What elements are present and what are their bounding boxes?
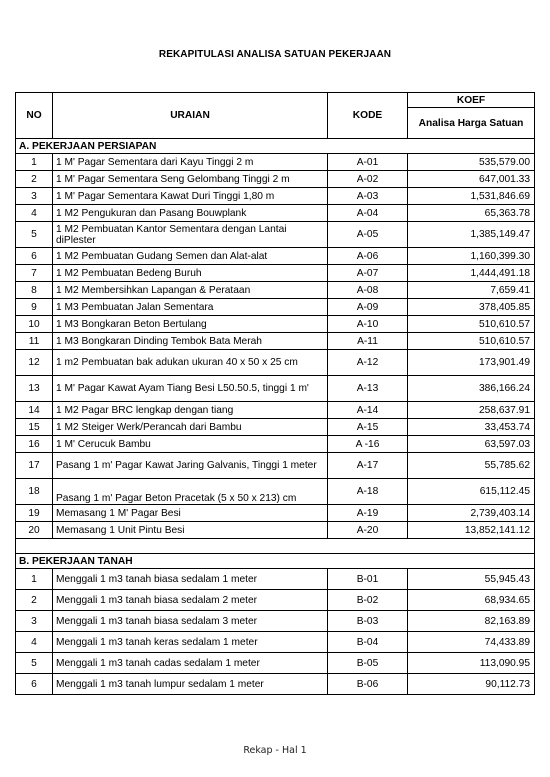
table-row xyxy=(16,611,535,632)
row-kode: B-06 xyxy=(328,674,408,695)
table-row xyxy=(16,479,535,505)
row-harga: 510,610.57 xyxy=(408,333,535,350)
row-kode: A -16 xyxy=(328,436,408,453)
row-number: 11 xyxy=(16,333,53,350)
row-harga: 510,610.57 xyxy=(408,316,535,333)
table-row xyxy=(16,419,535,436)
row-harga: 1,385,149.47 xyxy=(408,222,535,248)
row-harga: 55,785.62 xyxy=(408,453,535,479)
row-kode: A-14 xyxy=(328,402,408,419)
row-number: 19 xyxy=(16,505,53,522)
row-harga: 1,531,846.69 xyxy=(408,188,535,205)
table-row xyxy=(16,265,535,282)
row-uraian: 1 M2 Pembuatan Bedeng Buruh xyxy=(53,265,328,282)
page-footer: Rekap - Hal 1 xyxy=(243,745,307,756)
row-harga: 647,001.33 xyxy=(408,171,535,188)
row-harga: 63,597.03 xyxy=(408,436,535,453)
row-number: 18 xyxy=(16,479,53,505)
row-harga: 2,739,403.14 xyxy=(408,505,535,522)
row-uraian: Menggali 1 m3 tanah biasa sedalam 1 meter xyxy=(53,569,328,590)
row-kode: A-04 xyxy=(328,205,408,222)
row-harga: 1,160,399.30 xyxy=(408,248,535,265)
row-harga: 615,112.45 xyxy=(408,479,535,505)
row-number: 10 xyxy=(16,316,53,333)
table-row xyxy=(16,569,535,590)
row-kode: A-13 xyxy=(328,376,408,402)
row-uraian: Memasang 1 M' Pagar Besi xyxy=(53,505,328,522)
row-harga: 90,112.73 xyxy=(408,674,535,695)
row-number: 7 xyxy=(16,265,53,282)
row-harga: 82,163.89 xyxy=(408,611,535,632)
row-harga: 55,945.43 xyxy=(408,569,535,590)
row-kode: B-05 xyxy=(328,653,408,674)
row-number: 14 xyxy=(16,402,53,419)
row-uraian: Menggali 1 m3 tanah cadas sedalam 1 meter xyxy=(53,653,328,674)
row-number: 16 xyxy=(16,436,53,453)
section-header-row xyxy=(16,554,535,569)
row-number: 6 xyxy=(16,248,53,265)
row-harga: 1,444,491.18 xyxy=(408,265,535,282)
blank-cell xyxy=(16,539,535,554)
row-number: 3 xyxy=(16,188,53,205)
row-kode: A-20 xyxy=(328,522,408,539)
row-kode: A-03 xyxy=(328,188,408,205)
row-kode: A-10 xyxy=(328,316,408,333)
row-uraian: 1 M' Pagar Sementara Seng Gelombang Tinggi 2 m xyxy=(53,171,328,188)
row-harga: 113,090.95 xyxy=(408,653,535,674)
row-kode: A-02 xyxy=(328,171,408,188)
row-uraian: 1 M2 Pengukuran dan Pasang Bouwplank xyxy=(53,205,328,222)
table-row xyxy=(16,674,535,695)
row-number: 1 xyxy=(16,154,53,171)
row-harga: 386,166.24 xyxy=(408,376,535,402)
table-row xyxy=(16,248,535,265)
blank-row xyxy=(16,539,535,554)
row-uraian: Memasang 1 Unit Pintu Besi xyxy=(53,522,328,539)
row-number: 2 xyxy=(16,171,53,188)
row-harga: 535,579.00 xyxy=(408,154,535,171)
table-row xyxy=(16,453,535,479)
header-analisa-harga: Analisa Harga Satuan xyxy=(408,108,535,139)
row-harga: 7,659.41 xyxy=(408,282,535,299)
row-kode: A-11 xyxy=(328,333,408,350)
row-uraian: 1 M' Pagar Sementara dari Kayu Tinggi 2 m xyxy=(53,154,328,171)
table-row xyxy=(16,282,535,299)
row-uraian: 1 M2 Membersihkan Lapangan & Perataan xyxy=(53,282,328,299)
row-number: 13 xyxy=(16,376,53,402)
table-row xyxy=(16,222,535,248)
row-number: 15 xyxy=(16,419,53,436)
row-uraian: 1 M2 Pembuatan Kantor Sementara dengan Lantai diPlester xyxy=(53,222,328,248)
row-uraian: 1 M' Pagar Kawat Ayam Tiang Besi L50.50.5, tinggi 1 m' xyxy=(53,376,328,402)
table-row xyxy=(16,632,535,653)
table-row xyxy=(16,350,535,376)
row-harga: 33,453.74 xyxy=(408,419,535,436)
row-harga: 74,433.89 xyxy=(408,632,535,653)
table-row xyxy=(16,653,535,674)
table-row xyxy=(16,333,535,350)
row-kode: A-09 xyxy=(328,299,408,316)
table-row xyxy=(16,316,535,333)
header-no: NO xyxy=(16,93,53,139)
row-number: 17 xyxy=(16,453,53,479)
row-uraian: 1 M' Pagar Sementara Kawat Duri Tinggi 1,80 m xyxy=(53,188,328,205)
row-number: 4 xyxy=(16,205,53,222)
row-uraian: 1 M' Cerucuk Bambu xyxy=(53,436,328,453)
table-row xyxy=(16,376,535,402)
table-row xyxy=(16,505,535,522)
row-number: 9 xyxy=(16,299,53,316)
table-row xyxy=(16,299,535,316)
row-number: 2 xyxy=(16,590,53,611)
row-harga: 173,901.49 xyxy=(408,350,535,376)
row-number: 5 xyxy=(16,653,53,674)
header-koef: KOEF xyxy=(408,93,535,108)
row-kode: A-18 xyxy=(328,479,408,505)
table-row xyxy=(16,402,535,419)
row-kode: B-03 xyxy=(328,611,408,632)
row-uraian: Menggali 1 m3 tanah lumpur sedalam 1 meter xyxy=(53,674,328,695)
row-uraian: 1 m2 Pembuatan bak adukan ukuran 40 x 50 x 25 cm xyxy=(53,350,328,376)
table-row xyxy=(16,205,535,222)
row-kode: B-01 xyxy=(328,569,408,590)
row-kode: A-19 xyxy=(328,505,408,522)
rekap-table xyxy=(15,92,535,695)
row-harga: 378,405.85 xyxy=(408,299,535,316)
header-kode: KODE xyxy=(328,93,408,139)
row-kode: A-06 xyxy=(328,248,408,265)
row-harga: 258,637.91 xyxy=(408,402,535,419)
section-title: B. PEKERJAAN TANAH xyxy=(16,554,535,569)
table-row xyxy=(16,590,535,611)
row-number: 12 xyxy=(16,350,53,376)
row-harga: 65,363.78 xyxy=(408,205,535,222)
table-body xyxy=(16,139,535,695)
row-uraian: Menggali 1 m3 tanah biasa sedalam 2 meter xyxy=(53,590,328,611)
row-uraian: 1 M2 Pagar BRC lengkap dengan tiang xyxy=(53,402,328,419)
row-uraian: Pasang 1 m' Pagar Beton Pracetak (5 x 50 x 213) cm xyxy=(53,479,328,505)
row-harga: 13,852,141.12 xyxy=(408,522,535,539)
row-uraian: 1 M2 Steiger Werk/Perancah dari Bambu xyxy=(53,419,328,436)
row-kode: A-12 xyxy=(328,350,408,376)
row-number: 4 xyxy=(16,632,53,653)
row-uraian: 1 M3 Pembuatan Jalan Sementara xyxy=(53,299,328,316)
table-row xyxy=(16,188,535,205)
row-uraian: 1 M2 Pembuatan Gudang Semen dan Alat-alat xyxy=(53,248,328,265)
row-number: 3 xyxy=(16,611,53,632)
row-kode: A-07 xyxy=(328,265,408,282)
row-number: 20 xyxy=(16,522,53,539)
page-title: REKAPITULASI ANALISA SATUAN PEKERJAAN xyxy=(158,49,392,60)
row-harga: 68,934.65 xyxy=(408,590,535,611)
row-uraian: Pasang 1 m' Pagar Kawat Jaring Galvanis, Tinggi 1 meter xyxy=(53,453,328,479)
table-row xyxy=(16,436,535,453)
section-title: A. PEKERJAAN PERSIAPAN xyxy=(16,139,535,154)
row-kode: A-17 xyxy=(328,453,408,479)
row-number: 6 xyxy=(16,674,53,695)
row-uraian: 1 M3 Bongkaran Dinding Tembok Bata Merah xyxy=(53,333,328,350)
header-uraian: URAIAN xyxy=(53,93,328,139)
row-uraian: Menggali 1 m3 tanah biasa sedalam 3 meter xyxy=(53,611,328,632)
section-header-row xyxy=(16,139,535,154)
row-kode: B-02 xyxy=(328,590,408,611)
row-kode: A-01 xyxy=(328,154,408,171)
row-kode: A-08 xyxy=(328,282,408,299)
row-kode: A-15 xyxy=(328,419,408,436)
row-number: 1 xyxy=(16,569,53,590)
row-number: 5 xyxy=(16,222,53,248)
table-row xyxy=(16,522,535,539)
row-kode: A-05 xyxy=(328,222,408,248)
row-uraian: 1 M3 Bongkaran Beton Bertulang xyxy=(53,316,328,333)
table-row xyxy=(16,171,535,188)
row-kode: B-04 xyxy=(328,632,408,653)
row-number: 8 xyxy=(16,282,53,299)
table-row xyxy=(16,154,535,171)
row-uraian: Menggali 1 m3 tanah keras sedalam 1 meter xyxy=(53,632,328,653)
